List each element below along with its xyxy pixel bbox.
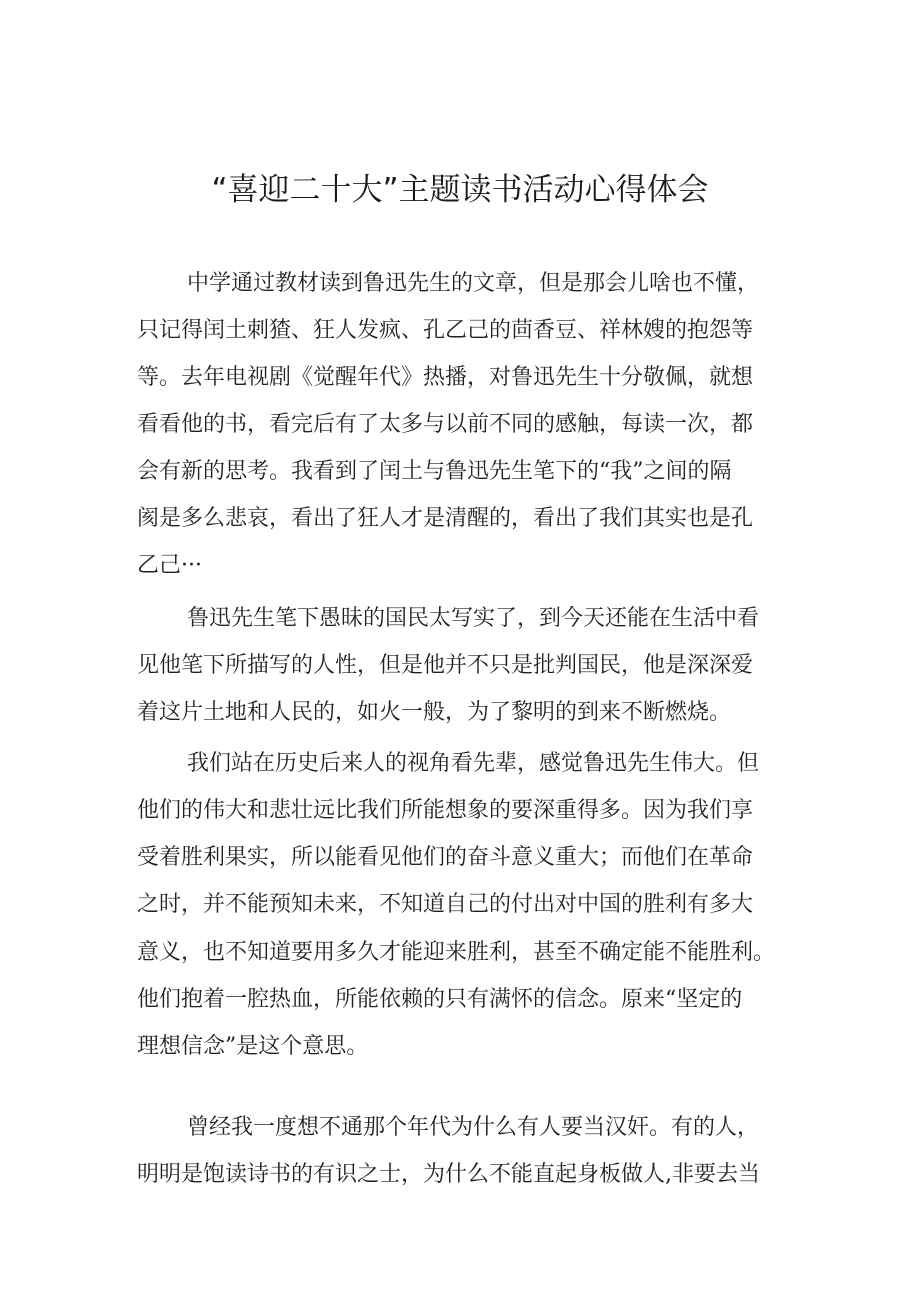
paragraph-1-line-1: 中学通过教材读到鲁迅先生的文章，但是那会儿啥也不懂， <box>187 271 760 296</box>
paragraph-4-line-1: 曾经我一度想不通那个年代为什么有人要当汉奸。有的人， <box>187 1115 760 1140</box>
paragraph-1-line-7: 乙己··· <box>137 553 202 578</box>
paragraph-2-line-1: 鲁迅先生笔下愚昧的国民太写实了，到今天还能在生活中看 <box>187 606 760 631</box>
paragraph-3-line-1: 我们站在历史后来人的视角看先辈，感觉鲁迅先生伟大。但 <box>187 751 760 776</box>
paragraph-2-line-3: 着这片土地和人民的，如火一般，为了黎明的到来不断燃烧。 <box>137 700 732 725</box>
paragraph-1-line-6: 阂是多么悲哀，看出了狂人才是清醒的，看出了我们其实也是孔 <box>137 506 754 531</box>
paragraph-4-line-2: 明明是饱读诗书的有识之士，为什么不能直起身板做人,非要去当 <box>137 1162 760 1187</box>
paragraph-2-line-2: 见他笔下所描写的人性，但是他并不只是批判国民，他是深深爱 <box>137 653 754 678</box>
paragraph-1-line-4: 看看他的书，看完后有了太多与以前不同的感触，每读一次，都 <box>137 412 754 437</box>
paragraph-3-line-4: 之时，并不能预知未来，不知道自己的付出对中国的胜利有多大 <box>137 892 754 917</box>
paragraph-1-line-2: 只记得闰土刺猹、狂人发疯、孔乙己的茴香豆、祥林嫂的抱怨等 <box>137 318 754 343</box>
paragraph-3-line-3: 受着胜利果实，所以能看见他们的奋斗意义重大；而他们在革命 <box>137 845 754 870</box>
paragraph-3-line-6: 他们抱着一腔热血，所能依赖的只有满怀的信念。原来“坚定的 <box>137 987 743 1012</box>
paragraph-1-line-5: 会有新的思考。我看到了闰土与鲁迅先生笔下的“我”之间的隔 <box>137 459 732 484</box>
document-title: “喜迎二十大”主题读书活动心得体会 <box>211 172 709 208</box>
paragraph-3-line-5: 意义，也不知道要用多久才能迎来胜利，甚至不确定能不能胜利。 <box>137 940 776 965</box>
paragraph-3-line-7: 理想信念”是这个意思。 <box>137 1034 369 1059</box>
paragraph-3-line-2: 他们的伟大和悲壮远比我们所能想象的要深重得多。因为我们享 <box>137 798 754 823</box>
paragraph-1-line-3: 等。去年电视剧《觉醒年代》热播，对鲁迅先生十分敬佩，就想 <box>137 365 754 390</box>
